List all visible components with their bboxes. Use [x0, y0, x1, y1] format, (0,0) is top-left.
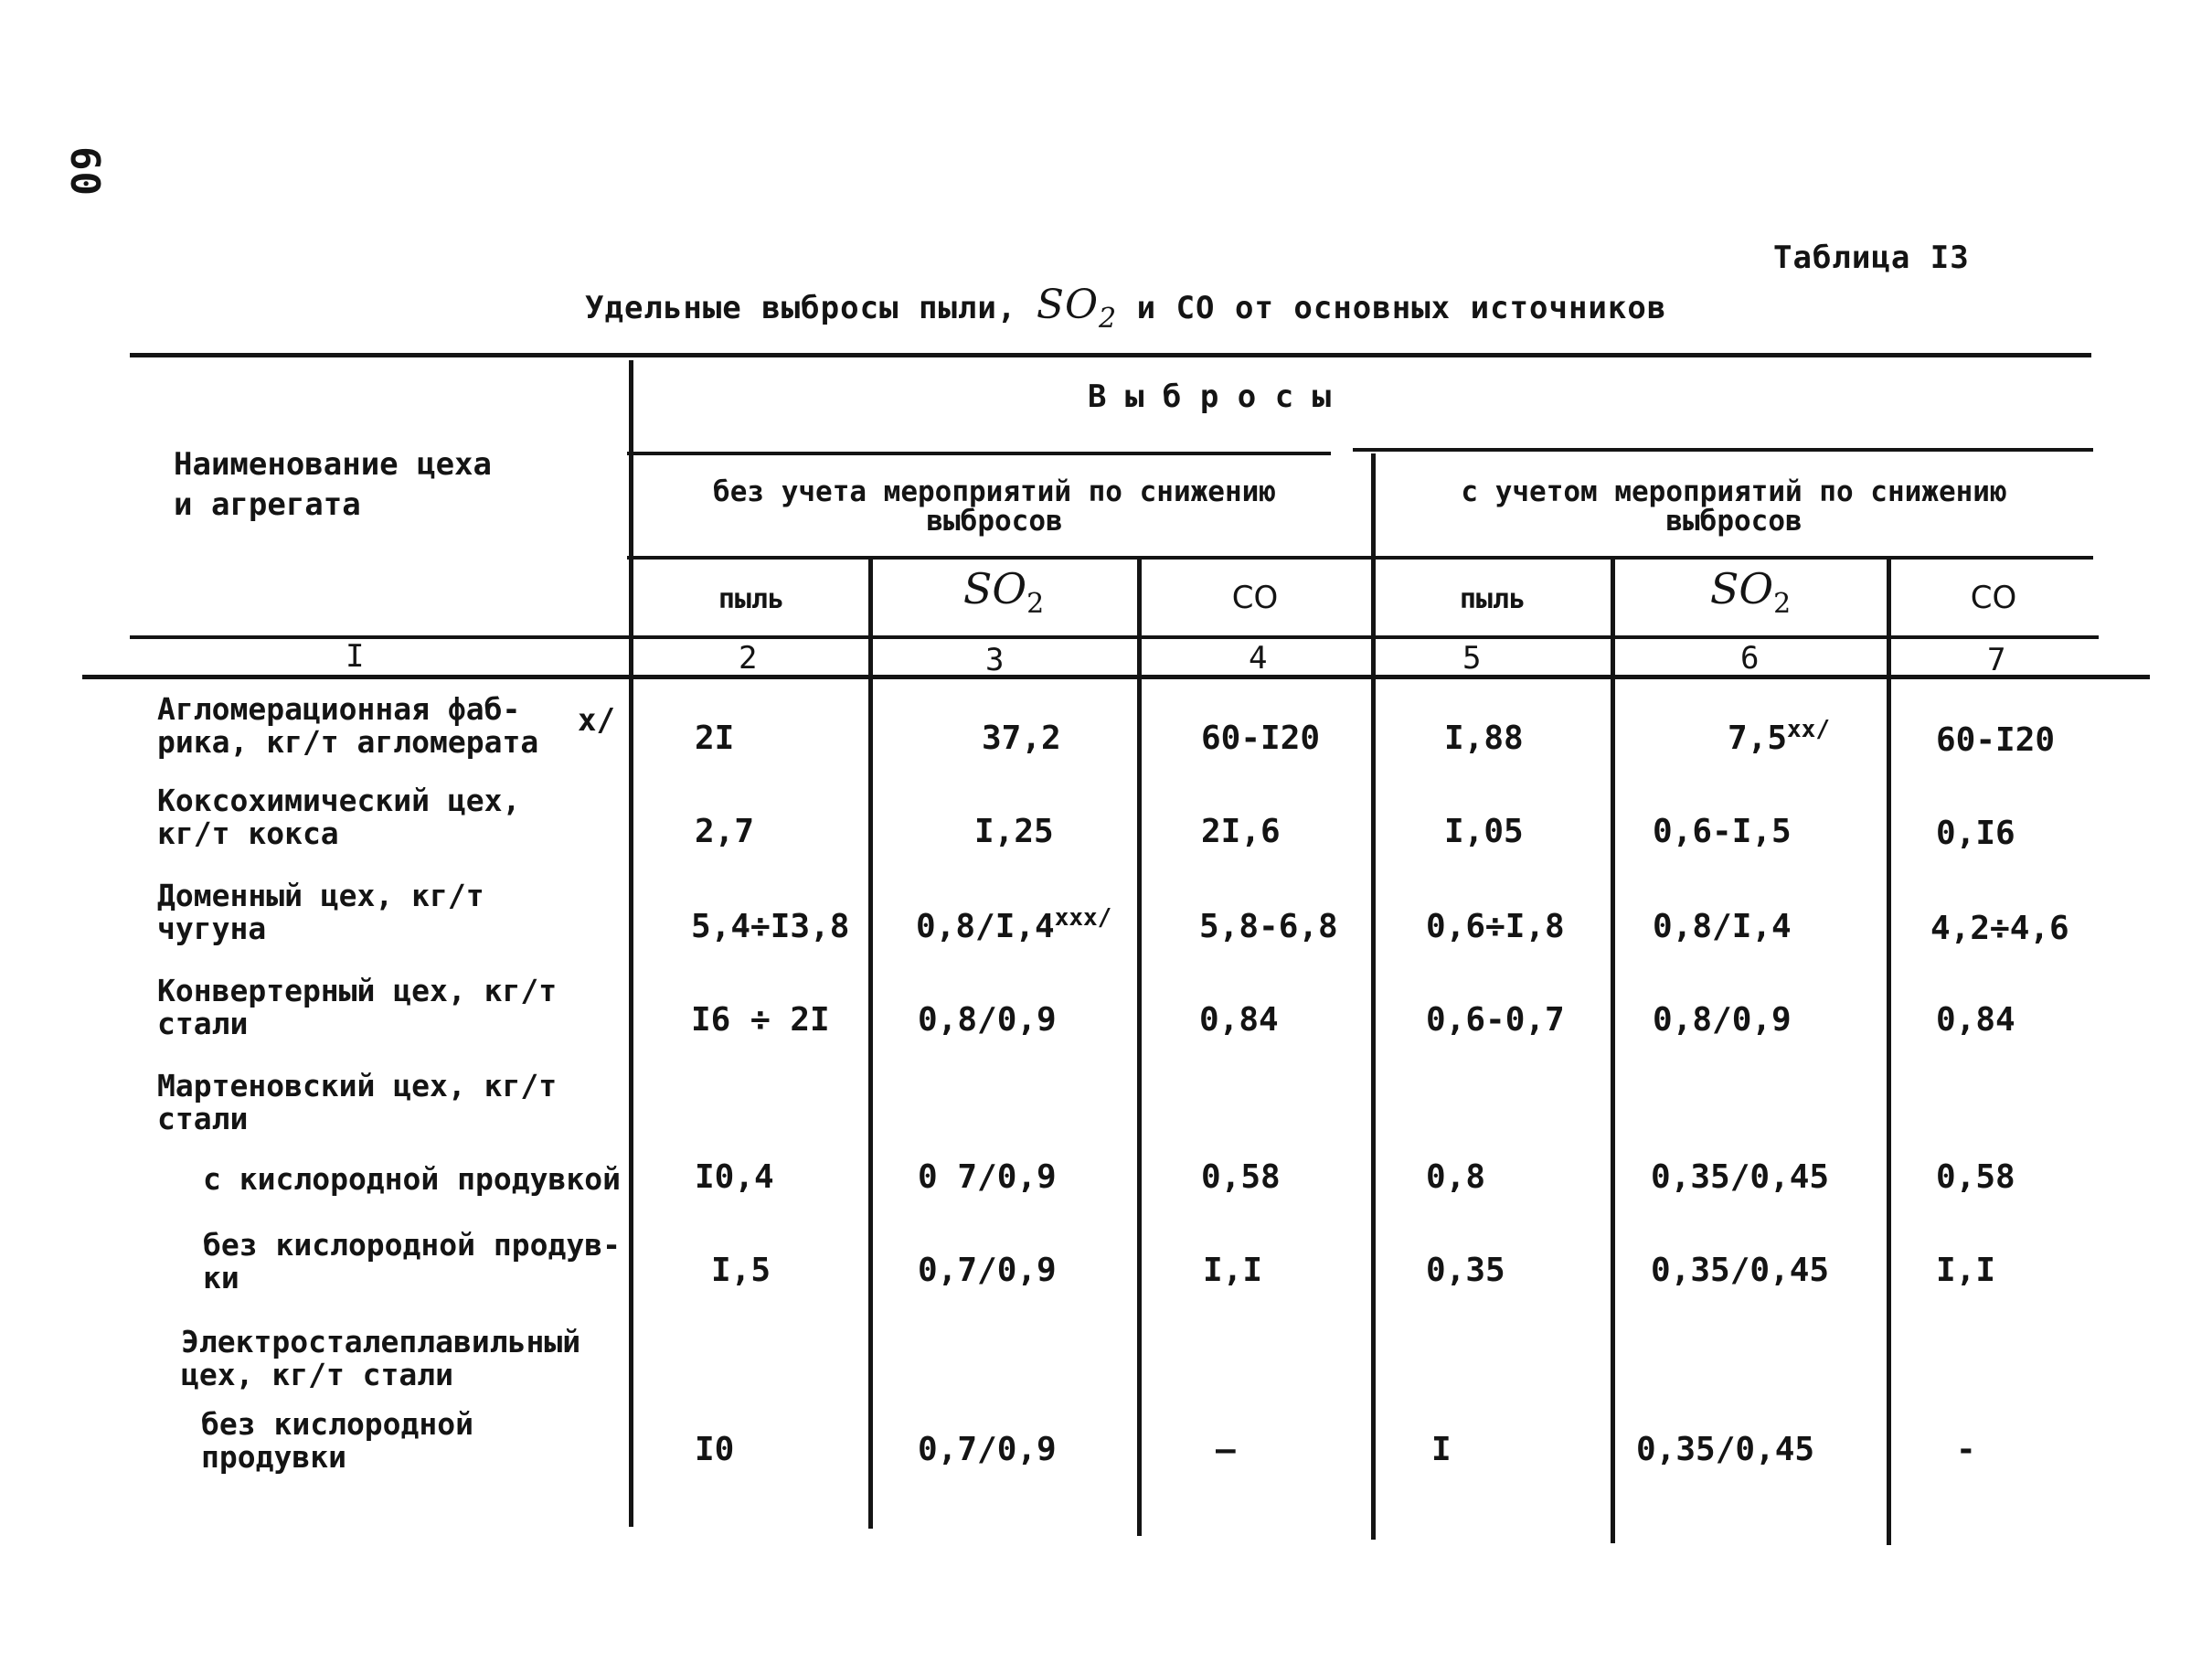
cell-r1-c6: 0,6-I,5 [1653, 813, 1792, 850]
cell-r2-c3-value: 0,8/I,4 [916, 908, 1055, 945]
emissions-underline-left [627, 452, 1331, 455]
cell-r1-c7: 0,I6 [1936, 815, 2015, 852]
cell-r5-c4: 0,58 [1201, 1158, 1281, 1196]
cell-r6-c6: 0,35/0,45 [1651, 1252, 1830, 1289]
cell-r8-c7: - [1956, 1431, 1976, 1468]
header-co-2: CO [1970, 580, 2017, 616]
column-number-4: 4 [1249, 640, 1268, 677]
vrule-group [1371, 453, 1376, 1540]
cell-r2-c3 [916, 904, 1112, 945]
cell-r3-c4: 0,84 [1199, 1001, 1279, 1039]
row-label-open-hearth: Мартеновский цех, кг/т стали [157, 1068, 558, 1136]
cell-r0-c6-mark: xx/ [1787, 716, 1830, 743]
title-prefix: Удельные выбросы пыли, [585, 290, 1017, 326]
cell-r2-c6: 0,8/I,4 [1653, 908, 1792, 945]
title-so2 [1036, 282, 1118, 335]
cell-r8-c4: — [1216, 1431, 1236, 1468]
vrule-c5 [1611, 560, 1615, 1543]
cell-r6-c7: I,I [1936, 1252, 1996, 1289]
column-number-3: 3 [985, 642, 1005, 678]
cell-r0-c6-value: 7,5 [1728, 720, 1788, 757]
cell-r0-c3: 37,2 [982, 720, 1061, 757]
column-number-7: 7 [1987, 642, 2006, 678]
cell-r1-c2: 2,7 [695, 813, 755, 850]
cell-r6-c5: 0,35 [1426, 1252, 1505, 1289]
cell-r8-c3: 0,7/0,9 [918, 1431, 1057, 1468]
header-so-sub-2: 2 [1773, 588, 1792, 621]
row-label-electric-without-oxygen: без кислородной продувки [201, 1406, 474, 1475]
header-co-1: CO [1231, 580, 1279, 616]
vrule-name [629, 360, 633, 1527]
emissions-underline-right [1353, 448, 2093, 452]
table-label: Таблица I3 [1773, 240, 1970, 276]
page-number: 60 [61, 146, 108, 197]
cell-r1-c3: I,25 [974, 813, 1054, 850]
header-with-measures: с учетом мероприятий по снижению выбросов [1461, 475, 2007, 538]
cell-r1-c5: I,05 [1444, 813, 1524, 850]
cell-r1-c4: 2I,6 [1201, 813, 1281, 850]
vrule-c6 [1887, 560, 1891, 1545]
title-so: SO [1036, 282, 1100, 328]
cell-r3-c5: 0,6-0,7 [1426, 1001, 1565, 1039]
vrule-c2 [868, 560, 873, 1529]
row-label-electric-steel: Электросталеплавильный цех, кг/т стали [181, 1324, 581, 1392]
header-dust-1: пыль [718, 583, 785, 615]
cell-r2-c5: 0,6÷I,8 [1426, 908, 1565, 945]
table-title [585, 282, 1666, 335]
header-so2-2 [1614, 564, 1887, 621]
header-so-2: SO [1709, 564, 1774, 613]
row-label-sinter-plant: Агломерационная фаб- рика, кг/т агломерата [157, 691, 539, 760]
cell-r0-c4: 60-I20 [1201, 720, 1321, 757]
row-label-without-oxygen-blowing: без кислородной продув- ки [203, 1227, 621, 1295]
table-top-rule [130, 353, 2091, 357]
column-number-6: 6 [1740, 640, 1760, 677]
title-so-sub: 2 [1099, 302, 1118, 335]
cell-r3-c7: 0,84 [1936, 1001, 2015, 1039]
cell-r3-c2: I6 ÷ 2I [691, 1001, 830, 1039]
cell-r6-c2: I,5 [711, 1252, 771, 1289]
row-label-blast-furnace: Доменный цех, кг/т чугуна [157, 878, 484, 946]
cell-r5-c2: I0,4 [695, 1158, 774, 1196]
cell-r6-c3: 0,7/0,9 [918, 1252, 1057, 1289]
cell-r2-c4: 5,8-6,8 [1199, 908, 1338, 945]
cell-r6-c4: I,I [1203, 1252, 1263, 1289]
cell-r8-c2: I0 [695, 1431, 735, 1468]
vrule-c3 [1137, 560, 1142, 1536]
cell-r2-c3-mark: xxx/ [1054, 904, 1112, 932]
column-number-1: I [346, 638, 365, 675]
group-underline [627, 556, 2093, 560]
cell-r0-c6 [1728, 716, 1830, 757]
cell-r0-c7: 60-I20 [1936, 721, 2056, 759]
row-label-with-oxygen-blowing: с кислородной продувкой [203, 1161, 621, 1197]
cell-r0-c5: I,88 [1444, 720, 1524, 757]
row-label-coke-chemical: Коксохимический цех, кг/т кокса [157, 783, 521, 851]
cell-r8-c5: I [1431, 1431, 1452, 1468]
header-emissions: В ы б р о с ы [1088, 379, 1332, 415]
cell-r2-c2: 5,4÷I3,8 [691, 908, 850, 945]
cell-r0-c2: 2I [695, 720, 735, 757]
header-without-measures: без учета мероприятий по снижению выбросов [713, 475, 1276, 538]
cell-r5-c5: 0,8 [1426, 1158, 1486, 1196]
cell-r3-c3: 0,8/0,9 [918, 1001, 1057, 1039]
header-bottom-rule [130, 635, 2099, 639]
cell-r5-c7: 0,58 [1936, 1158, 2015, 1196]
cell-r3-c6: 0,8/0,9 [1653, 1001, 1792, 1039]
title-suffix: и CO от основных источников [1136, 290, 1667, 326]
header-so-sub-1: 2 [1026, 588, 1045, 621]
header-dust-2: пыль [1459, 583, 1526, 615]
colnum-bottom-rule [82, 675, 2150, 679]
cell-r5-c3: 0 7/0,9 [918, 1158, 1057, 1196]
column-number-2: 2 [739, 640, 758, 677]
column-number-5: 5 [1462, 640, 1482, 677]
cell-r8-c6: 0,35/0,45 [1636, 1431, 1815, 1468]
row-mark-sinter-plant: x/ [578, 702, 615, 739]
cell-r2-c7: 4,2÷4,6 [1930, 910, 2069, 947]
row-label-converter: Конвертерный цех, кг/т стали [157, 973, 558, 1041]
header-so-1: SO [962, 564, 1027, 613]
cell-r5-c6: 0,35/0,45 [1651, 1158, 1830, 1196]
header-name-column: Наименование цеха и агрегата [174, 446, 492, 523]
header-so2-1 [870, 564, 1137, 621]
